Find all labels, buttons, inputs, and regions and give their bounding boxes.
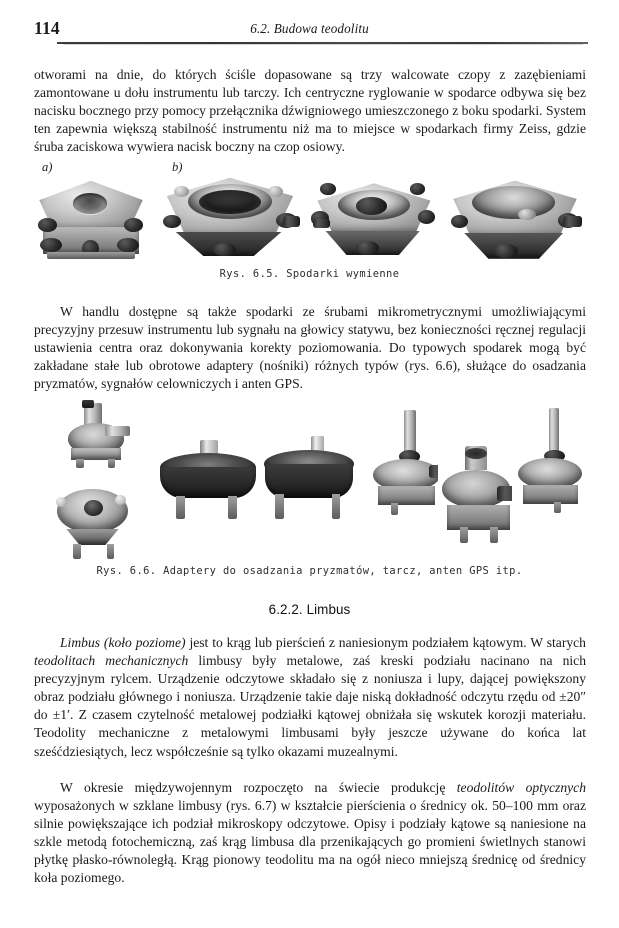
page-number: 114 bbox=[34, 18, 60, 38]
paragraph-continuation bbox=[34, 66, 586, 156]
tribrach-photo-b1 bbox=[160, 175, 300, 267]
adapter-photo-3 bbox=[158, 438, 258, 524]
running-head-title: 6.2. Budowa teodolitu bbox=[250, 21, 369, 36]
adapter-photo-4 bbox=[262, 436, 356, 524]
section-heading-limbus: 6.2.2. Limbus bbox=[268, 602, 351, 617]
figure-6-5-caption: Rys. 6.5. Spodarki wymienne bbox=[219, 268, 400, 280]
paragraph-tribrach-adapters bbox=[34, 303, 586, 393]
paragraph-text-run: limbusy były metalowe, zaś kreski podziału nacinano na nich precyzyjnym rylcem. Urządzenie odczytowe składało się z noniusza i lupy, dającej powiększony obraz podziału głównego i noniusza. Urządzenie takie daje niską dokładność odczytu rzędu od ±20″ do ±1′. Z czasem czytelność metalowej podziałki kątowej obniżała się wskutek korozji materiału. Teodolity mechaniczne z metalowymi limbusami były jeszcze używane do końca lat sześćdziesiątych, lecz współcześnie są tylko okazami muzealnymi. bbox=[34, 653, 586, 759]
figure-6-5 bbox=[0, 160, 619, 290]
adapter-photo-2 bbox=[52, 486, 140, 562]
figure-6-6 bbox=[0, 398, 619, 583]
adapter-photo-1 bbox=[62, 403, 134, 471]
paragraph-text: otworami na dnie, do których ściśle dopasowane są trzy walcowate czopy z zazębieniami zamontowane u dołu instrumentu lub tarczy. Ich centryczne ryglowanie w spodarce odbywa się bez nacisku bocznego przy pomocy przełącznika dźwigniowego umieszczonego z boku spodarki. System ten zapewnia większą stabilność instrumentu niż ma to miejsce w spodarkach firmy Zeiss, gdzie śruba zaciskowa wywiera nacisk boczny na czop osiowy. bbox=[34, 67, 586, 155]
adapter-photo-7 bbox=[512, 408, 592, 512]
paragraph-text bbox=[34, 634, 586, 761]
figure-label-b: b) bbox=[172, 160, 183, 174]
header-rule bbox=[57, 42, 588, 44]
figure-6-6-caption: Rys. 6.6. Adaptery do osadzania pryzmatów, tarcz, anten GPS itp. bbox=[96, 565, 523, 577]
paragraph-text-run: jest to krąg lub pierścień z naniesionym podziałem kątowym. W starych bbox=[185, 635, 586, 650]
term-optical-theodolites-italic: teodolitów optycznych bbox=[456, 780, 586, 795]
paragraph-text bbox=[34, 779, 586, 888]
paragraph-optical-theodolites bbox=[34, 779, 586, 888]
figure-label-a: a) bbox=[42, 160, 53, 174]
paragraph-text-run: W okresie międzywojennym rozpoczęto na świecie produkcję bbox=[60, 780, 457, 795]
tribrach-photo-a bbox=[36, 179, 146, 264]
paragraph-limbus-definition bbox=[34, 634, 586, 761]
term-limbus-italic: Limbus (koło poziome) bbox=[60, 635, 186, 650]
tribrach-photo-b3 bbox=[448, 176, 582, 268]
paragraph-text: W handlu dostępne są także spodarki ze śrubami mikrometrycznymi umożliwiającymi precyzyjny przesuw instrumentu lub sygnału na głowicy statywu, bez konieczności ręcznej regulacji ustawienia centra oraz dokonywania korekty poziomowania. Do typowych spodarek mogą być zakładane stałe lub obrotowe adaptery (nośniki) różnych typów (rys. 6.6), służące do osadzania pryzmatów, sygnałów celowniczych i anten GPS. bbox=[34, 304, 586, 392]
term-mechanical-theodolites-italic: teodolitach mechanicznych bbox=[34, 653, 189, 669]
tribrach-photo-b2 bbox=[310, 178, 438, 266]
paragraph-text-run: wyposażonych w szklane limbusy (rys. 6.7) w kształcie pierścienia o średnicy ok. 50–100 mm oraz silnie powiększające ich podział mikroskopy odczytowe. Opisy i podziały kątowe są naniesione na szkle metodą fotochemiczną, zaś krąg limbusa dla przenikających go promieni świetlnych stanowi płytkę płasko-równoległą. Krąg pionowy teodolitu ma na ogół nieco mniejszą średnicę od średnicy koła poziomego. bbox=[34, 798, 586, 886]
